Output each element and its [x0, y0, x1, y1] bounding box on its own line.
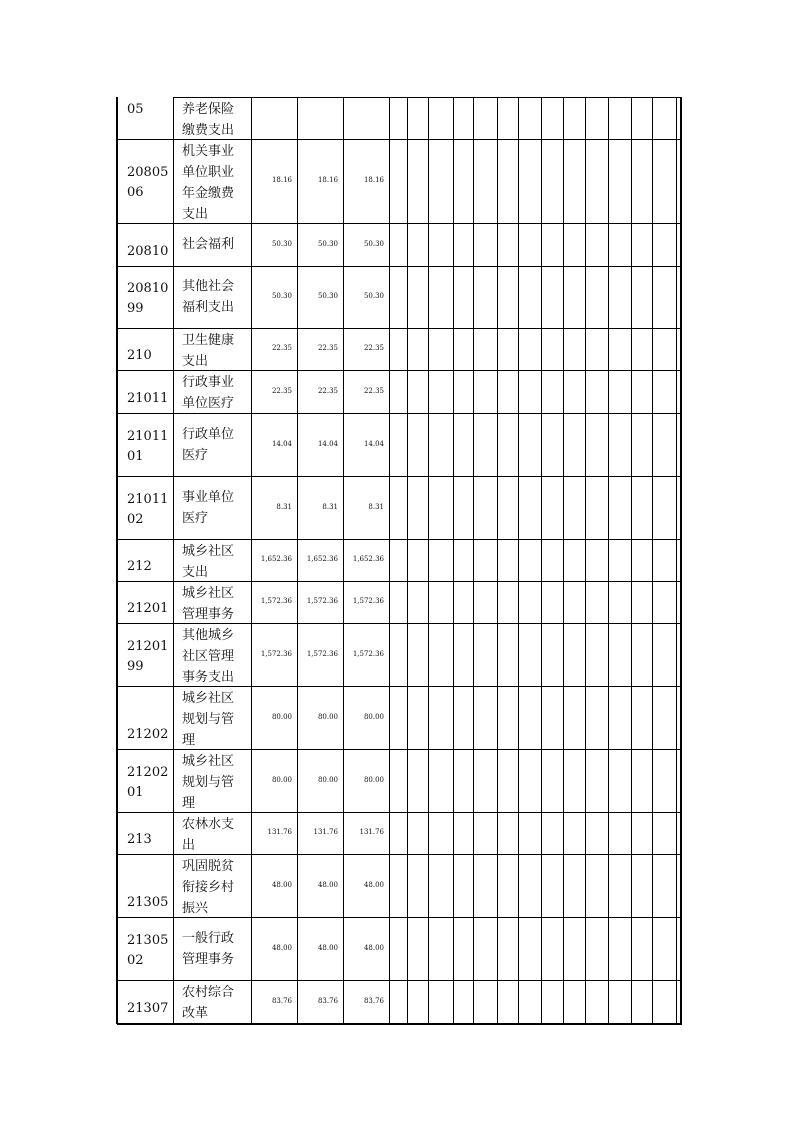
amount-value: 1,572.36	[260, 597, 292, 605]
amount-value: 83.76	[271, 996, 292, 1005]
subject-name: 行政事业	[182, 375, 235, 390]
subject-name: 医疗	[182, 510, 209, 526]
row-rule	[117, 749, 682, 750]
amount-value: 48.00	[317, 943, 338, 952]
subject-name: 城乡社区	[182, 691, 235, 706]
subject-name: 其他社会	[182, 279, 235, 294]
table-bottom-border	[117, 1024, 682, 1025]
subject-code: 20810	[127, 244, 169, 259]
subject-name: 城乡社区	[182, 754, 235, 769]
amount-value: 18.16	[271, 176, 292, 184]
subject-code: 21011	[127, 428, 169, 444]
subject-name: 支出	[182, 354, 209, 369]
amount-value: 50.30	[363, 239, 384, 248]
column-rule	[453, 97, 454, 1024]
amount-value: 1,652.36	[260, 555, 292, 563]
amount-value: 83.76	[363, 996, 384, 1005]
subject-code: 21011	[127, 491, 169, 507]
amount-value: 22.35	[363, 386, 384, 395]
table-right-border	[680, 97, 681, 1024]
subject-name: 缴费支出	[182, 123, 235, 138]
amount-value: 48.00	[363, 943, 384, 952]
amount-value: 80.00	[363, 775, 384, 784]
amount-value: 83.76	[317, 996, 338, 1005]
subject-code: 01	[127, 448, 144, 464]
subject-name: 事务支出	[182, 670, 235, 685]
column-rule	[473, 97, 474, 1024]
row-rule	[117, 980, 682, 981]
amount-value: 18.16	[317, 176, 338, 184]
subject-code: 21011	[127, 391, 169, 406]
subject-name: 卫生健康	[182, 333, 235, 348]
amount-value: 80.00	[271, 775, 292, 784]
row-rule	[173, 97, 682, 98]
amount-value: 80.00	[271, 712, 292, 721]
amount-value: 1,572.36	[306, 649, 338, 658]
subject-code: 99	[127, 301, 144, 316]
subject-name: 衔接乡村	[182, 880, 235, 895]
column-rule	[631, 97, 632, 1024]
subject-code: 06	[127, 185, 144, 200]
amount-value: 48.00	[271, 943, 292, 952]
subject-name: 年金缴费	[182, 186, 235, 201]
row-rule	[117, 328, 682, 329]
row-rule	[117, 854, 682, 855]
subject-name: 医疗	[182, 447, 209, 463]
subject-name: 支出	[182, 207, 209, 222]
amount-value: 50.30	[317, 292, 338, 300]
subject-code: 20805	[127, 165, 169, 180]
subject-code: 01	[127, 784, 144, 800]
column-rule	[676, 97, 677, 1024]
subject-code: 21202	[127, 764, 169, 780]
amount-value: 48.00	[363, 880, 384, 889]
amount-value: 22.35	[317, 386, 338, 395]
subject-code: 05	[127, 102, 144, 117]
subject-name: 福利支出	[182, 300, 235, 315]
amount-value: 50.30	[363, 292, 384, 300]
amount-value: 131.76	[313, 828, 338, 836]
column-rule	[497, 97, 498, 1024]
column-rule	[585, 97, 586, 1024]
subject-name: 管理事务	[182, 607, 235, 622]
subject-name: 理	[182, 796, 196, 811]
column-rule	[428, 97, 429, 1024]
subject-name: 理	[182, 733, 196, 748]
amount-value: 14.04	[317, 439, 338, 448]
amount-value: 50.30	[271, 239, 292, 248]
amount-value: 1,572.36	[306, 597, 338, 605]
column-rule	[407, 97, 408, 1024]
subject-name: 社会福利	[182, 237, 235, 252]
subject-name: 规划与管	[182, 712, 235, 727]
column-rule	[563, 97, 564, 1024]
subject-name: 城乡社区	[182, 544, 235, 559]
subject-code: 21201	[127, 638, 169, 654]
subject-code: 213	[127, 832, 152, 847]
amount-value: 8.31	[368, 502, 384, 511]
column-rule	[518, 97, 519, 1024]
amount-value: 1,652.36	[352, 555, 384, 563]
amount-value: 8.31	[322, 502, 338, 511]
subject-code: 02	[127, 511, 144, 527]
amount-value: 1,572.36	[352, 649, 384, 658]
column-rule	[681, 97, 682, 1024]
column-rule	[389, 97, 390, 1024]
subject-name: 农村综合	[182, 985, 235, 1000]
amount-value: 22.35	[271, 386, 292, 395]
subject-name: 养老保险	[182, 102, 235, 117]
amount-value: 131.76	[359, 828, 384, 836]
amount-value: 50.30	[271, 292, 292, 300]
subject-name: 管理事务	[182, 951, 235, 967]
subject-name: 出	[182, 838, 196, 853]
row-rule	[117, 476, 682, 477]
amount-value: 80.00	[317, 712, 338, 721]
subject-name: 振兴	[182, 901, 209, 916]
subject-name: 行政单位	[182, 426, 235, 442]
subject-name: 单位医疗	[182, 396, 235, 411]
subject-name: 一般行政	[182, 930, 235, 946]
subject-name: 巩固脱贫	[182, 859, 235, 874]
subject-code: 210	[127, 348, 152, 363]
subject-name: 事业单位	[182, 489, 235, 505]
subject-code: 20810	[127, 281, 169, 296]
table-left-border	[116, 97, 117, 1024]
column-rule	[608, 97, 609, 1024]
subject-code: 21305	[127, 932, 169, 948]
subject-name: 城乡社区	[182, 586, 235, 601]
subject-code: 21307	[127, 1001, 169, 1016]
amount-value: 22.35	[271, 344, 292, 352]
amount-value: 80.00	[317, 775, 338, 784]
row-rule	[117, 812, 682, 813]
column-rule	[117, 97, 118, 1024]
column-rule	[541, 97, 542, 1024]
subject-name: 社区管理	[182, 649, 235, 664]
amount-value: 1,652.36	[306, 555, 338, 563]
subject-name: 规划与管	[182, 775, 235, 790]
amount-value: 18.16	[363, 176, 384, 184]
amount-value: 8.31	[276, 502, 292, 511]
amount-value: 131.76	[267, 828, 292, 836]
amount-value: 22.35	[363, 344, 384, 352]
amount-value: 80.00	[363, 712, 384, 721]
subject-code: 99	[127, 658, 144, 674]
subject-code: 212	[127, 559, 152, 574]
subject-code: 21202	[127, 727, 169, 742]
amount-value: 1,572.36	[352, 597, 384, 605]
amount-value: 1,572.36	[260, 649, 292, 658]
column-rule	[652, 97, 653, 1024]
amount-value: 48.00	[271, 880, 292, 889]
subject-name: 支出	[182, 565, 209, 580]
subject-name: 农林水支	[182, 817, 235, 832]
amount-value: 48.00	[317, 880, 338, 889]
subject-code: 21305	[127, 895, 169, 910]
amount-value: 14.04	[363, 439, 384, 448]
subject-name: 单位职业	[182, 165, 235, 180]
row-rule	[117, 266, 682, 267]
subject-code: 02	[127, 952, 144, 968]
subject-name: 改革	[182, 1006, 209, 1021]
subject-name: 机关事业	[182, 144, 235, 159]
subject-name: 其他城乡	[182, 628, 235, 643]
amount-value: 22.35	[317, 344, 338, 352]
amount-value: 50.30	[317, 239, 338, 248]
amount-value: 14.04	[271, 439, 292, 448]
subject-code: 21201	[127, 601, 169, 616]
column-rule	[173, 97, 174, 1024]
row-rule	[117, 539, 682, 540]
